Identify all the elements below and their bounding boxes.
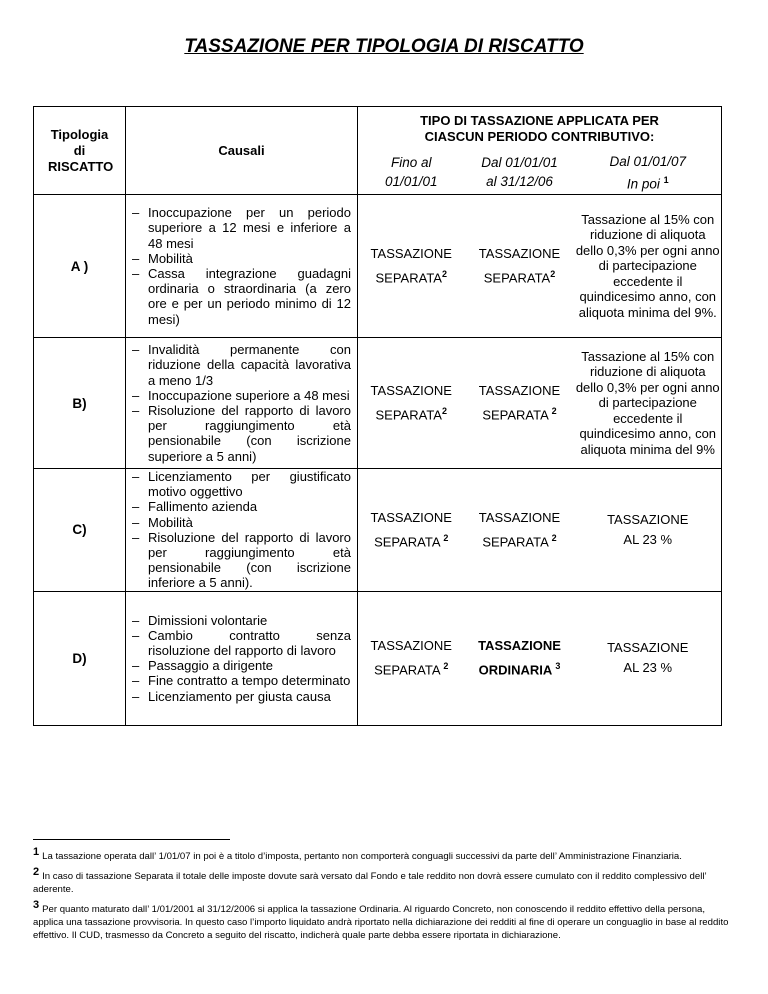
header-tipologia: Tipologia di RISCATTO xyxy=(34,107,126,195)
causali-cell xyxy=(126,195,358,338)
footnote-separator xyxy=(33,839,230,840)
tax-cell: TASSAZIONE SEPARATA $^2$ xyxy=(358,469,465,592)
header-causali: Causali xyxy=(126,107,358,195)
header-tipo-tassazione: TIPO DI TASSAZIONE APPLICATA PER CIASCUN PERIODO CONTRIBUTIVO: xyxy=(358,107,722,151)
causali-cell xyxy=(126,591,358,725)
list-item: – Licenziamento per giustificato motivo oggettivo xyxy=(132,469,351,499)
tax-cell: TASSAZIONE SEPARATA$^2$ xyxy=(358,195,465,338)
list-item: – Passaggio a dirigente xyxy=(132,658,351,673)
row-letter: D) xyxy=(34,591,126,725)
footnote: 1 La tassazione operata dall’ 1/01/07 in poi è a titolo d’imposta, pertanto non comporterà conguagli successivi da parte dell’ Amministrazione Finanziaria. xyxy=(33,846,682,862)
footnote: 2 In caso di tassazione Separata il totale delle imposte dovute sarà versato dal Fondo e tale reddito non dovrà essere cumulato con il reddito complessivo dell’ aderente. xyxy=(33,866,707,895)
tax-cell: TASSAZIONE AL 23 % xyxy=(575,469,722,592)
list-item: – Fallimento azienda xyxy=(132,499,351,514)
page-title: TASSAZIONE PER TIPOLOGIA DI RISCATTO xyxy=(184,36,584,57)
tax-cell: TASSAZIONE AL 23 % xyxy=(575,591,722,725)
tax-cell: TASSAZIONE SEPARATA $^2$ xyxy=(465,338,575,469)
tax-cell: TASSAZIONE SEPARATA $^2$ xyxy=(358,591,465,725)
table-row xyxy=(34,591,722,725)
table-row xyxy=(34,338,722,469)
list-item: – Invalidità permanente con riduzione della capacità lavorativa a meno 1/3 xyxy=(132,342,351,388)
list-item: – Mobilità xyxy=(132,515,351,530)
row-letter: B) xyxy=(34,338,126,469)
table-row xyxy=(34,469,722,592)
list-item: – Inoccupazione superiore a 48 mesi xyxy=(132,388,351,403)
tax-cell: Tassazione al 15% con riduzione di aliquota dello 0,3% per ogni anno di partecipazione eccedente il quindicesimo anno, con aliquota minima del 9% xyxy=(575,338,722,469)
list-item: – Licenziamento per giusta causa xyxy=(132,689,351,704)
list-item: – Risoluzione del rapporto di lavoro per raggiungimento età pensionabile (con iscrizione superiore a 5 anni) xyxy=(132,403,351,464)
tax-cell: Tassazione al 15% con riduzione di aliquota dello 0,3% per ogni anno di partecipazione eccedente il quindicesimo anno, con aliquota minima del 9%. xyxy=(575,195,722,338)
list-item: – Inoccupazione per un periodo superiore a 12 mesi e inferiore a 48 mesi xyxy=(132,205,351,251)
causali-cell xyxy=(126,469,358,592)
period-header-1: Fino al 01/01/01 xyxy=(358,151,465,195)
list-item: – Mobilità xyxy=(132,251,351,266)
list-item: – Cambio contratto senza risoluzione del rapporto di lavoro xyxy=(132,628,351,658)
table-row xyxy=(34,195,722,338)
tax-cell: TASSAZIONE SEPARATA$^2$ xyxy=(465,195,575,338)
causali-cell xyxy=(126,338,358,469)
taxation-table xyxy=(33,106,722,726)
list-item: – Cassa integrazione guadagni ordinaria o straordinaria (a zero ore e per un periodo minimo di 12 mesi) xyxy=(132,266,351,327)
footnotes xyxy=(33,846,733,945)
list-item: – Dimissioni volontarie xyxy=(132,613,351,628)
list-item: – Fine contratto a tempo determinato xyxy=(132,673,351,688)
period-header-2: Dal 01/01/01 al 31/12/06 xyxy=(465,151,575,195)
list-item: – Risoluzione del rapporto di lavoro per raggiungimento età pensionabile (con iscrizione inferiore a 5 anni). xyxy=(132,530,351,591)
footnote: 3 Per quanto maturato dall’ 1/01/2001 al 31/12/2006 si applica la tassazione Ordinaria. Al riguardo Concreto, non conoscendo il reddito effettivo della persona, applica una tassazione provvisoria. In questo caso l’importo liquidato andrà riportato nella dichiarazione dei redditi al fine di operare un conguaglio in base al reddito effettivo. Il CUD, trasmesso da Concreto a seguito del riscatto, indicherà quale parte debba essere riportata in dichiarazione. xyxy=(33,899,729,941)
period-header-3: Dal 01/01/07 In poi $^1$ xyxy=(575,151,722,195)
tax-cell: TASSAZIONE ORDINARIA $^3$ xyxy=(465,591,575,725)
tax-cell: TASSAZIONE SEPARATA$^2$ xyxy=(358,338,465,469)
row-letter: C) xyxy=(34,469,126,592)
tax-cell: TASSAZIONE SEPARATA $^2$ xyxy=(465,469,575,592)
row-letter: A ) xyxy=(34,195,126,338)
